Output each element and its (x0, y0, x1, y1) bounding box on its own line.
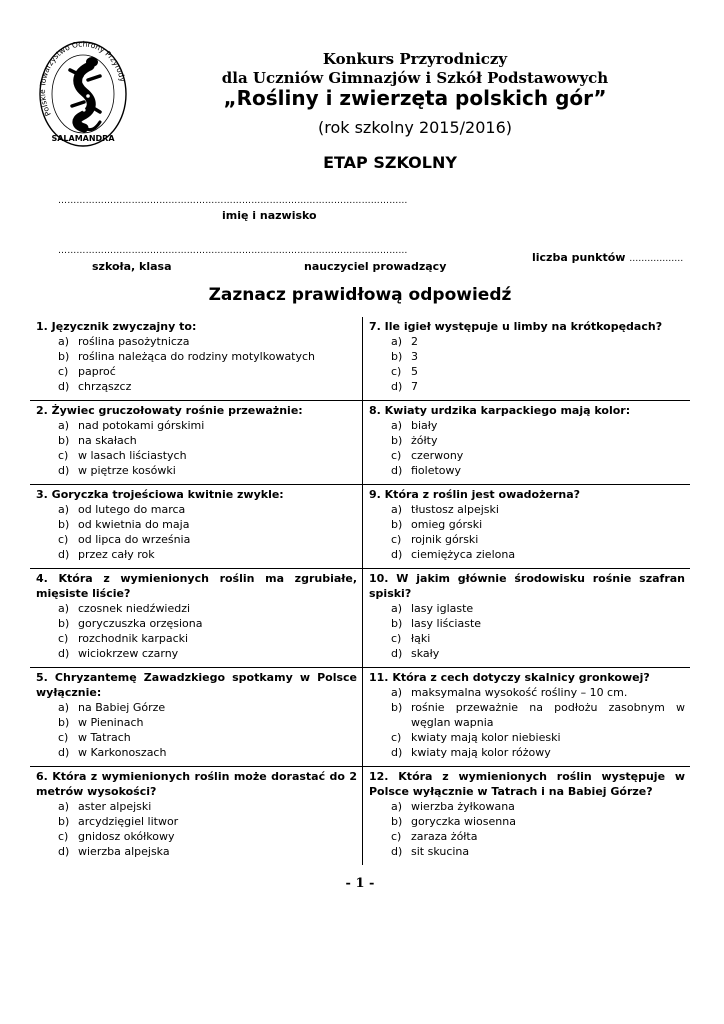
answer-option[interactable] (58, 532, 357, 547)
question-row (30, 668, 690, 767)
option-text: łąki (411, 632, 431, 645)
option-text: roślina pasożytnicza (78, 335, 190, 348)
option-letter: d) (58, 746, 70, 759)
answer-option[interactable] (391, 433, 685, 448)
option-letter: a) (58, 800, 70, 813)
option-text: tłustosz alpejski (411, 503, 499, 516)
question-text: 6. Która z wymienionych roślin może dorastać do 2 metrów wysokości? (36, 770, 357, 798)
question-cell (363, 569, 691, 668)
option-letter: b) (391, 434, 403, 447)
question-cell (30, 317, 363, 401)
answer-options (369, 685, 685, 760)
option-letter: a) (391, 503, 403, 516)
answer-options (36, 700, 357, 760)
option-letter: b) (58, 350, 70, 363)
answer-option[interactable] (58, 646, 357, 661)
option-text: w Karkonoszach (78, 746, 167, 759)
option-letter: c) (58, 449, 69, 462)
answer-option[interactable] (58, 334, 357, 349)
option-letter: c) (391, 449, 402, 462)
question-text: 9. Która z roślin jest owadożerna? (369, 488, 581, 501)
option-letter: d) (391, 647, 403, 660)
logo-ring-text: Polskie Towarzystwo Ochrony Przyrody (38, 40, 128, 118)
answer-option[interactable] (58, 364, 357, 379)
answer-option[interactable] (391, 502, 685, 517)
option-text: arcydzięgiel litwor (78, 815, 179, 828)
option-text: 5 (411, 365, 418, 378)
question-text: 4. Która z wymienionych roślin ma zgrubiałe, mięsiste liście? (36, 572, 357, 600)
option-text: paproć (78, 365, 116, 378)
option-text: ciemiężyca zielona (411, 548, 516, 561)
option-text: na skałach (78, 434, 137, 447)
question-cell (30, 569, 363, 668)
option-letter: a) (391, 419, 403, 432)
option-text: lasy liściaste (411, 617, 482, 630)
answer-option[interactable] (58, 631, 357, 646)
option-text: w Tatrach (78, 731, 131, 744)
answer-option[interactable] (58, 502, 357, 517)
option-text: od lutego do marca (78, 503, 186, 516)
question-row (30, 317, 690, 401)
option-text: biały (411, 419, 438, 432)
question-cell (363, 401, 691, 485)
answer-option[interactable] (58, 730, 357, 745)
option-letter: d) (58, 548, 70, 561)
school-year: (rok szkolny 2015/2016) (317, 118, 513, 137)
option-text: roślina należąca do rodziny motylkowatych (78, 350, 316, 363)
answer-option[interactable] (391, 349, 685, 364)
question-text: 5. Chryzantemę Zawadzkiego spotkamy w Polsce wyłącznie: (36, 671, 357, 699)
answer-option[interactable] (58, 349, 357, 364)
points-dotted-line[interactable]: ……………… (629, 254, 684, 264)
option-letter: b) (391, 701, 403, 714)
question-text: 7. Ile igieł występuje u limby na krótkopędach? (369, 320, 663, 333)
option-letter: c) (58, 365, 69, 378)
question-cell (363, 767, 691, 866)
points-label: liczba punktów (532, 251, 626, 264)
name-label: imię i nazwisko (222, 209, 317, 222)
option-letter: b) (58, 716, 70, 729)
teacher-label: nauczyciel prowadzący (304, 260, 447, 273)
page-number: - 1 - (345, 876, 375, 891)
option-text: od lipca do września (78, 533, 191, 546)
answer-option[interactable] (58, 601, 357, 616)
answer-option[interactable] (391, 547, 685, 562)
answer-options (369, 502, 685, 562)
option-letter: b) (58, 434, 70, 447)
answer-options (36, 601, 357, 661)
option-letter: d) (391, 548, 403, 561)
option-letter: c) (391, 632, 402, 645)
answer-option[interactable] (58, 448, 357, 463)
option-letter: b) (58, 815, 70, 828)
option-text: maksymalna wysokość rośliny – 10 cm. (411, 686, 628, 699)
option-text: gnidosz okółkowy (78, 830, 175, 843)
answer-option[interactable] (391, 700, 685, 730)
question-cell (30, 668, 363, 767)
option-text: 7 (411, 380, 418, 393)
option-letter: a) (58, 503, 70, 516)
answer-option[interactable] (58, 745, 357, 760)
option-letter: c) (391, 533, 402, 546)
option-text: kwiaty mają kolor niebieski (411, 731, 561, 744)
question-text: 12. Która z wymienionych roślin występuje w Polsce wyłącznie w Tatrach i na Babiej Górze? (369, 770, 685, 798)
question-cell (30, 767, 363, 866)
answer-option[interactable] (58, 547, 357, 562)
question-cell (30, 485, 363, 569)
option-letter: c) (391, 830, 402, 843)
answer-option[interactable] (391, 463, 685, 478)
answer-options (36, 334, 357, 394)
question-text: 11. Która z cech dotyczy skalnicy gronkowej? (369, 671, 650, 684)
question-text: 8. Kwiaty urdzika karpackiego mają kolor: (369, 404, 631, 417)
school-label: szkoła, klasa (92, 260, 172, 273)
option-text: fioletowy (411, 464, 462, 477)
answer-option[interactable] (58, 616, 357, 631)
answer-option[interactable] (58, 799, 357, 814)
question-row (30, 485, 690, 569)
answer-option[interactable] (391, 616, 685, 631)
answer-option[interactable] (58, 463, 357, 478)
option-text: w piętrze kosówki (78, 464, 176, 477)
option-letter: d) (58, 647, 70, 660)
option-letter: a) (391, 335, 403, 348)
school-dotted-line[interactable]: …………………………………………………………………………………………………… (58, 246, 408, 256)
option-text: na Babiej Górze (78, 701, 166, 714)
option-text: rozchodnik karpacki (78, 632, 189, 645)
option-text: kwiaty mają kolor różowy (411, 746, 551, 759)
answer-option[interactable] (391, 730, 685, 745)
answer-option[interactable] (58, 814, 357, 829)
name-dotted-line[interactable]: …………………………………………………………………………………………………… (58, 196, 408, 206)
option-text: wierzba żyłkowana (411, 800, 515, 813)
option-text: nad potokami górskimi (78, 419, 205, 432)
option-letter: d) (391, 845, 403, 858)
option-text: sit skucina (411, 845, 470, 858)
option-text: skały (411, 647, 440, 660)
option-letter: d) (391, 464, 403, 477)
salamandra-logo (38, 40, 128, 148)
option-text: chrząszcz (78, 380, 132, 393)
answer-options (369, 334, 685, 394)
question-text: 10. W jakim głównie środowisku rośnie szafran spiski? (369, 572, 685, 600)
option-letter: d) (391, 380, 403, 393)
question-cell (363, 668, 691, 767)
option-letter: d) (58, 380, 70, 393)
option-letter: b) (391, 815, 403, 828)
option-text: omieg górski (411, 518, 483, 531)
option-letter: c) (58, 731, 69, 744)
question-text: 3. Goryczka trojeściowa kwitnie zwykle: (36, 488, 284, 501)
question-row (30, 401, 690, 485)
option-text: przez cały rok (78, 548, 155, 561)
option-text: wierzba alpejska (78, 845, 170, 858)
answer-option[interactable] (58, 700, 357, 715)
option-text: czosnek niedźwiedzi (78, 602, 191, 615)
answer-option[interactable] (58, 517, 357, 532)
answer-option[interactable] (391, 334, 685, 349)
answer-option[interactable] (58, 844, 357, 859)
question-row (30, 569, 690, 668)
option-text: 2 (411, 335, 418, 348)
option-letter: b) (58, 518, 70, 531)
answer-option[interactable] (391, 685, 685, 700)
question-text: 1. Języcznik zwyczajny to: (36, 320, 197, 333)
answer-option[interactable] (58, 433, 357, 448)
answer-options (369, 418, 685, 478)
contest-audience: dla Uczniów Gimnazjów i Szkół Podstawowych (221, 69, 609, 87)
answer-option[interactable] (391, 646, 685, 661)
points-field (532, 251, 683, 264)
option-letter: c) (58, 830, 69, 843)
answer-option[interactable] (391, 814, 685, 829)
answer-options (369, 601, 685, 661)
contest-name: Konkurs Przyrodniczy (322, 50, 508, 68)
answer-option[interactable] (58, 715, 357, 730)
question-cell (363, 485, 691, 569)
salamander-icon (70, 57, 100, 130)
instruction-heading: Zaznacz prawidłową odpowiedź (208, 285, 512, 305)
answer-option[interactable] (391, 379, 685, 394)
question-cell (363, 317, 691, 401)
option-text: goryczka wiosenna (411, 815, 516, 828)
option-text: lasy iglaste (411, 602, 474, 615)
question-cell (30, 401, 363, 485)
answer-options (36, 418, 357, 478)
answer-options (36, 799, 357, 859)
answer-option[interactable] (391, 448, 685, 463)
answer-option[interactable] (391, 745, 685, 760)
answer-option[interactable] (391, 799, 685, 814)
answer-option[interactable] (58, 379, 357, 394)
answer-options (36, 502, 357, 562)
answer-option[interactable] (391, 844, 685, 859)
question-text: 2. Żywiec gruczołowaty rośnie przeważnie: (36, 404, 303, 417)
option-letter: d) (391, 746, 403, 759)
option-text: żółty (411, 434, 438, 447)
questions-table (30, 317, 690, 865)
answer-option[interactable] (391, 532, 685, 547)
option-text: wiciokrzew czarny (78, 647, 179, 660)
answer-option[interactable] (391, 829, 685, 844)
option-letter: a) (58, 335, 70, 348)
question-row (30, 767, 690, 866)
option-letter: a) (391, 800, 403, 813)
answer-option[interactable] (391, 517, 685, 532)
stage-title: ETAP SZKOLNY (323, 153, 457, 172)
option-letter: b) (391, 617, 403, 630)
option-text: rośnie przeważnie na podłożu zasobnym w węglan wapnia (411, 701, 685, 729)
option-letter: b) (391, 518, 403, 531)
option-text: rojnik górski (411, 533, 479, 546)
option-letter: c) (58, 632, 69, 645)
logo-bottom-text: SALAMANDRA (51, 134, 115, 143)
option-letter: d) (58, 845, 70, 858)
option-text: goryczuszka orzęsiona (78, 617, 203, 630)
option-text: czerwony (411, 449, 464, 462)
option-letter: c) (391, 731, 402, 744)
option-text: aster alpejski (78, 800, 152, 813)
option-letter: a) (58, 419, 70, 432)
option-text: 3 (411, 350, 418, 363)
option-letter: c) (391, 365, 402, 378)
contest-title: „Rośliny i zwierzęta polskich gór” (223, 86, 607, 110)
option-text: w lasach liściastych (78, 449, 187, 462)
answer-option[interactable] (391, 418, 685, 433)
option-letter: a) (391, 686, 403, 699)
answer-option[interactable] (58, 829, 357, 844)
option-letter: a) (58, 701, 70, 714)
option-letter: d) (58, 464, 70, 477)
answer-option[interactable] (391, 631, 685, 646)
option-text: w Pieninach (78, 716, 144, 729)
option-text: zaraza żółta (411, 830, 478, 843)
answer-option[interactable] (58, 418, 357, 433)
option-letter: b) (391, 350, 403, 363)
answer-option[interactable] (391, 364, 685, 379)
option-letter: a) (58, 602, 70, 615)
option-letter: b) (58, 617, 70, 630)
option-text: od kwietnia do maja (78, 518, 190, 531)
answer-options (369, 799, 685, 859)
option-letter: c) (58, 533, 69, 546)
option-letter: a) (391, 602, 403, 615)
answer-option[interactable] (391, 601, 685, 616)
